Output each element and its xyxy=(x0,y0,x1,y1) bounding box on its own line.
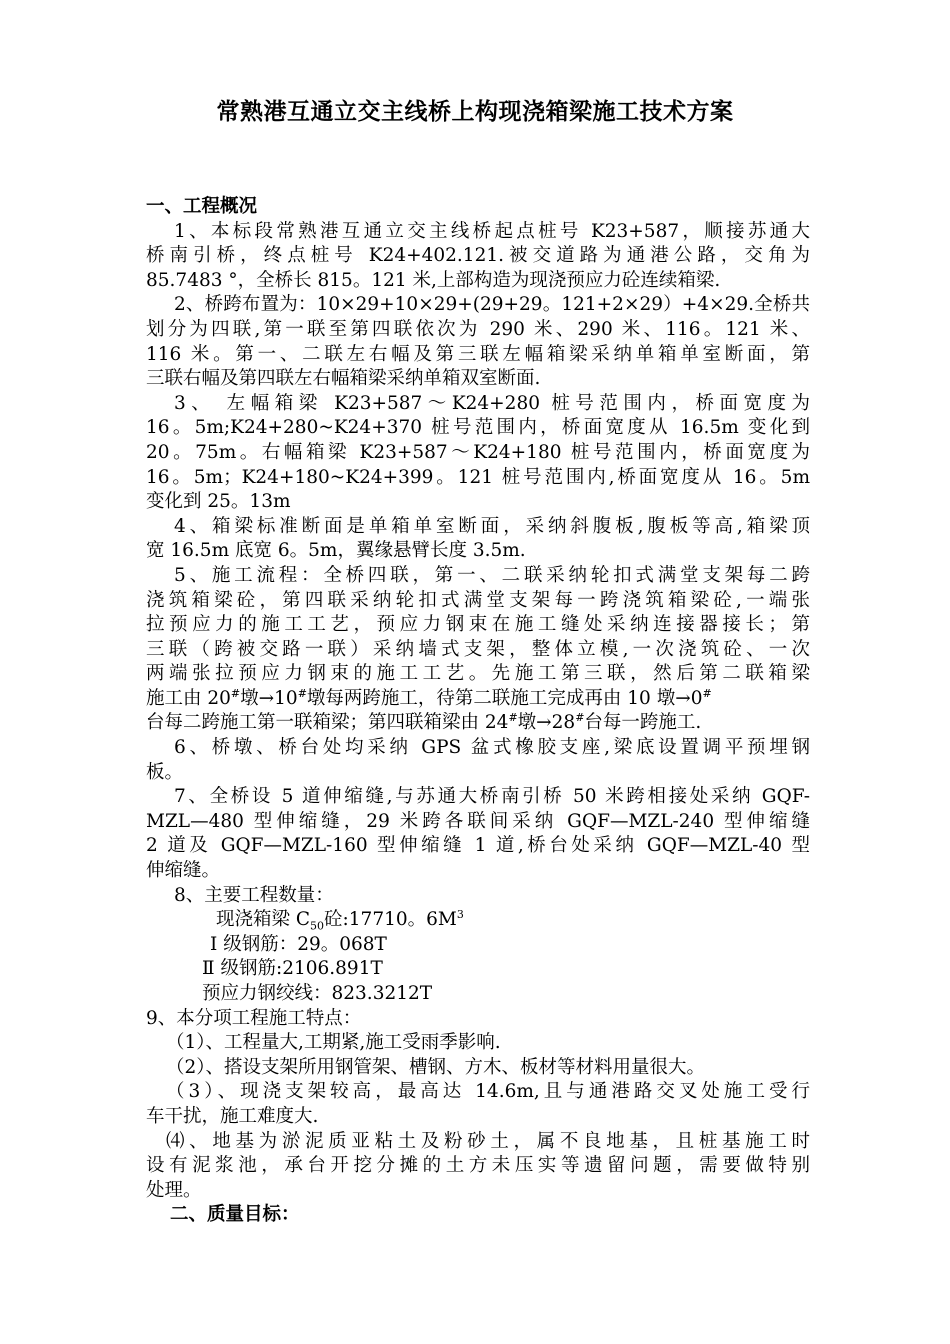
paragraph-line: MZL—480 型伸缩缝，29 米跨各联间采纳 GQF—MZL-240 型伸缩缝 xyxy=(146,810,810,832)
paragraph-line: 变化到 25。13m xyxy=(146,491,291,513)
paragraph-line: 1、本标段常熟港互通立交主线桥起点桩号 K23+587，顺接苏通大 xyxy=(174,220,810,242)
superscript: # xyxy=(575,711,585,725)
superscript: # xyxy=(230,686,241,700)
superscript: 3 xyxy=(456,908,464,922)
text-segment: 台每二跨施工第一联箱梁；第四联箱梁由 24 xyxy=(146,712,509,734)
list-item: ⑷、地基为淤泥质亚粘土及粉砂土，属不良地基，且桩基施工时 xyxy=(166,1130,810,1152)
text-segment: 施工由 20 xyxy=(146,687,231,709)
paragraph-line: 伸缩缝。 xyxy=(146,860,221,882)
paragraph-line: 3、 左幅箱梁 K23+587～K24+280 桩号范围内，桥面宽度为 xyxy=(174,392,810,414)
text-segment: 砼:17710。6M xyxy=(324,909,457,931)
document-title: 常熟港互通立交主线桥上构现浇箱梁施工技术方案 xyxy=(216,99,734,125)
paragraph-line: 20。75m。右幅箱梁 K23+587～K24+180 桩号范围内，桥面宽度为 xyxy=(146,441,810,463)
paragraph-line: 9、本分项工程施工特点： xyxy=(146,1007,362,1029)
paragraph-line: 三联右幅及第四联左右幅箱梁采纳单箱双室断面. xyxy=(146,368,541,390)
paragraph-line: 2 道及 GQF—MZL-160 型伸缩缝 1 道,桥台处采纳 GQF—MZL-40 型 xyxy=(146,835,810,857)
text-segment: 现浇箱梁 C xyxy=(216,909,311,931)
paragraph-line: 116 米。第一、二联左右幅及第三联左幅箱梁采纳单箱单室断面，第 xyxy=(146,343,810,365)
paragraph-line: 6、桥墩、桥台处均采纳 GPS 盆式橡胶支座,梁底设置调平预埋钢 xyxy=(174,737,810,759)
section-heading-quality: 二、质量目标： xyxy=(170,1204,300,1226)
list-item: （2）、搭设支架所用钢管架、槽钢、方木、板材等材料用量很大。 xyxy=(166,1056,706,1078)
paragraph-line xyxy=(146,711,810,736)
paragraph-line: 85.7483 °，全桥长 815。121 米,上部构造为现浇预应力砼连续箱梁. xyxy=(146,269,721,291)
list-item: （1）、工程量大,工期紧,施工受雨季影响. xyxy=(166,1032,501,1054)
superscript: # xyxy=(508,711,518,725)
list-item: 车干扰，施工难度大. xyxy=(146,1105,319,1127)
paragraph-line: 16。5m;K24+280~K24+370 桩号范围内，桥面宽度从 16.5m 变化到 xyxy=(146,417,810,439)
paragraph-line: 拉预应力的施工工艺，预应力钢束在施工缝处采纳连接器接长；第 xyxy=(146,614,810,636)
subscript: 50 xyxy=(310,919,325,933)
paragraph-line: 8、主要工程数量： xyxy=(174,884,334,906)
quantity-line: 预应力钢绞线：823.3212T xyxy=(202,983,433,1004)
text-segment: 墩→28 xyxy=(517,712,576,734)
superscript: # xyxy=(297,686,307,700)
paragraph-line: 板。 xyxy=(146,761,184,783)
paragraph-line: 4、箱梁标准断面是单箱单室断面，采纳斜腹板,腹板等高,箱梁顶 xyxy=(174,515,810,537)
quantity-line xyxy=(146,908,810,933)
paragraph-line xyxy=(146,687,810,712)
paragraph-line: 5、施工流程：全桥四联，第一、二联采纳轮扣式满堂支架每二跨 xyxy=(174,564,810,586)
paragraph-line: 划分为四联,第一联至第四联依次为 290 米、290 米、116。121 米、 xyxy=(146,318,810,340)
list-item: 设有泥浆池，承台开挖分摊的土方未压实等遗留问题，需要做特别 xyxy=(146,1155,810,1177)
paragraph-line: 桥南引桥，终点桩号 K24+402.121.被交道路为通港公路，交角为 xyxy=(146,245,810,267)
section-heading-overview: 一、工程概况 xyxy=(146,196,258,217)
paragraph-line: 两端张拉预应力钢束的施工工艺。先施工第三联，然后第二联箱梁 xyxy=(146,663,810,685)
quantity-line: Ⅱ 级钢筋:2106.891T xyxy=(202,958,383,980)
list-item: （3）、现浇支架较高，最高达 14.6m,且与通港路交叉处施工受行 xyxy=(166,1081,810,1103)
quantity-line: Ⅰ 级钢筋：29。068T xyxy=(210,933,387,955)
superscript: # xyxy=(702,686,712,700)
text-segment: 墩每两跨施工，待第二联施工完成再由 10 墩→0 xyxy=(306,687,703,709)
document-body xyxy=(146,195,810,1228)
text-segment: 台每一跨施工. xyxy=(584,712,702,734)
list-item: 处理。 xyxy=(146,1179,202,1201)
paragraph-line: 7、全桥设 5 道伸缩缝,与苏通大桥南引桥 50 米跨相接处采纳 GQF- xyxy=(174,786,810,808)
paragraph-line: 16。5m；K24+180~K24+399。121 桩号范围内,桥面宽度从 16。5m xyxy=(146,466,810,488)
paragraph-line: 三联（跨被交路一联）采纳墙式支架，整体立模,一次浇筑砼、一次 xyxy=(146,638,810,660)
paragraph-line: 2、桥跨布置为：10×29+10×29+(29+29。121+2×29）+4×29.全桥共 xyxy=(174,294,810,316)
paragraph-line: 宽 16.5m 底宽 6。5m，翼缘悬臂长度 3.5m. xyxy=(146,540,526,562)
text-segment: 墩→10 xyxy=(240,687,298,709)
paragraph-line: 浇筑箱梁砼，第四联采纳轮扣式满堂支架每一跨浇筑箱梁砼,一端张 xyxy=(146,589,810,611)
